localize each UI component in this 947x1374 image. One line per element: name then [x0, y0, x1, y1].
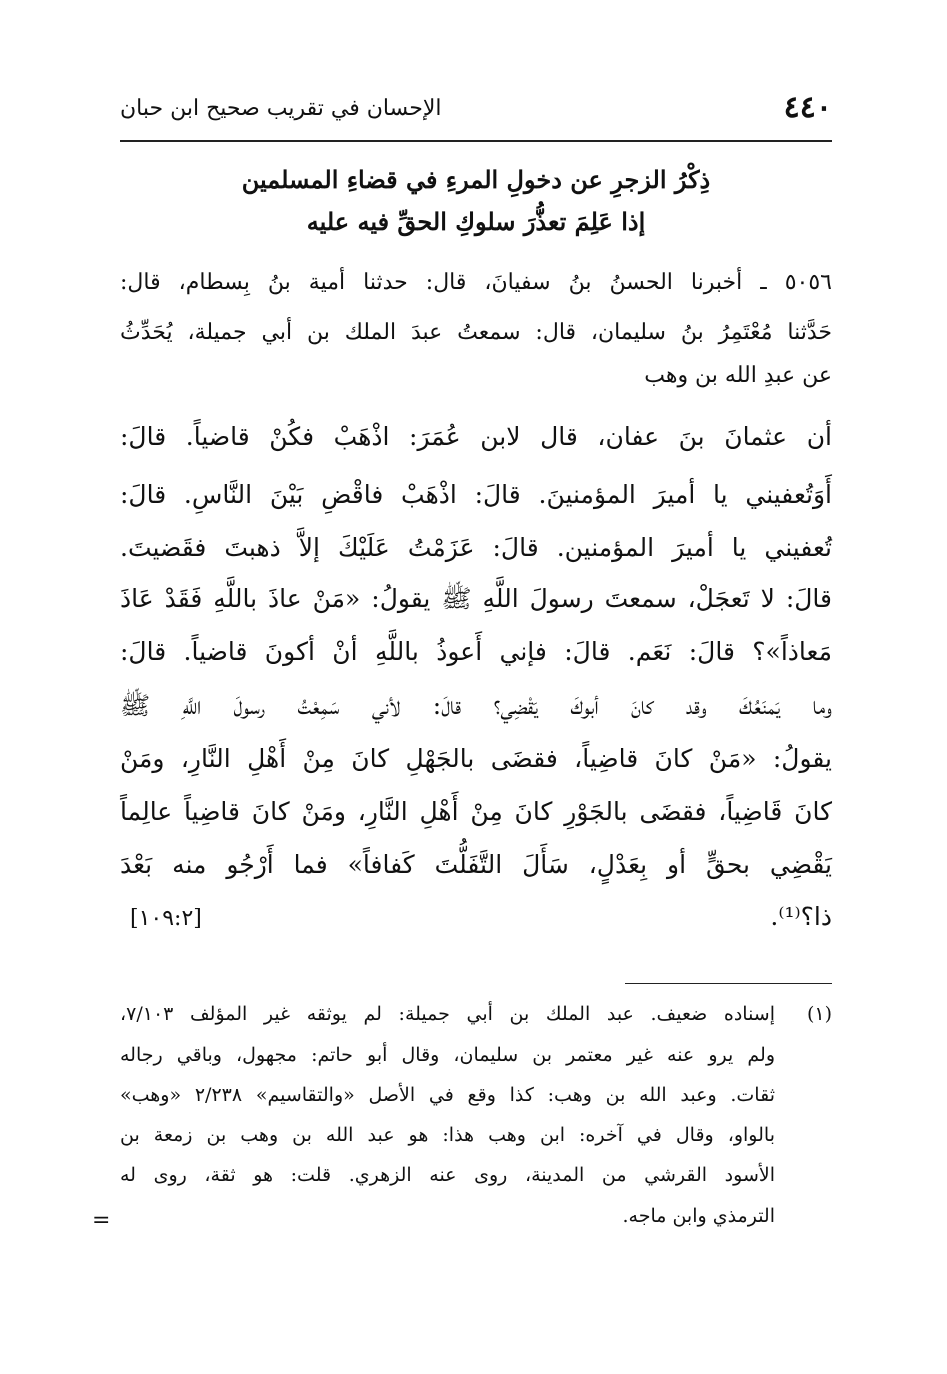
chapter-title-line-1: ذِكْرُ الزجرِ عن دخولِ المرءِ في قضاءِ المسلمين — [241, 165, 711, 194]
matn-line: تُعفيني يا أميرَ المؤمنين. قالَ: عَزَمْتُ عَلَيْكَ إلاَّ ذهبتَ فقَضيتَ. — [120, 533, 832, 562]
footnote-line: ولم يرو عنه غير معتمر بن سليمان، وقال أبو حاتم: مجهول، وباقي رجاله — [120, 1044, 775, 1066]
matn-line: يقولُ: «مَنْ كانَ قاضِياً، فقضَى بالجَهْلِ كانَ مِنْ أَهْلِ النَّارِ، ومَنْ — [120, 744, 832, 773]
continuation-mark: = — [92, 1208, 111, 1233]
matn-line: أَوَتُعفيني يا أميرَ المؤمنينَ. قالَ: اذْهَبْ فاقْضِ بَيْنَ النَّاسِ. قالَ: — [120, 480, 832, 509]
running-title: الإحسان في تقريب صحيح ابن حبان — [120, 96, 442, 121]
footnote-line: ثقات. وعبد الله بن وهب: كذا وقع في الأصل «والتقاسيم» ٢/٢٣٨ «وهب» — [120, 1084, 775, 1106]
matn-line: مَعاذاً»؟ قالَ: نَعَم. قالَ: فإني أَعوذُ باللَّهِ أنْ أكونَ قاضياً. قالَ: — [120, 637, 832, 666]
header-divider — [120, 140, 832, 142]
footnote-line: بالواو، وقال في آخره: ابن وهب هذا: هو عبد الله بن وهب بن زمعة بن — [120, 1124, 775, 1146]
matn-line: وما يَمنَعُكَ وقد كانَ أبوكَ يَقْضِي؟ قالَ: لأني سَمِعْتُ رسولَ اللَّهِ ﷺ — [120, 691, 832, 720]
isnad-line: ٥٠٥٦ ـ أخبرنا الحسنُ بنُ سفيانَ، قال: حدثنا أمية بنُ بِسطام، قال: — [120, 270, 832, 295]
page-header — [120, 90, 832, 136]
source-reference: [١٠٩:٢] — [130, 906, 202, 931]
footnote-divider — [625, 983, 832, 984]
isnad-line: عن عبدِ الله بن وهب — [644, 363, 832, 388]
matn-line: قالَ: لا تَعجَلْ، سمعتَ رسولَ اللَّهِ ﷺ يقولُ: «مَنْ عاذَ باللَّهِ فَقَدْ عَاذَ — [120, 584, 832, 613]
matn-line: كانَ قَاضِياً، فقضَى بالجَوْرِ كانَ مِنْ أَهْلِ النَّارِ، ومَنْ كانَ قاضِياً عالِماً — [120, 797, 832, 826]
isnad-line: حَدَّثنا مُعْتَمِرُ بنُ سليمان، قال: سمعتُ عبدَ الملك بن أبي جميلة، يُحَدِّثُ — [120, 320, 832, 345]
matn-line: أن عثمانَ بنَ عفان، قال لابن عُمَرَ: اذْهَبْ فكُنْ قاضياً. قالَ: — [120, 422, 832, 451]
footnote-line: الأسود القرشي من المدينة، روى عنه الزهري. قلت: هو ثقة، روى له — [120, 1164, 775, 1186]
page-number: ٤٤٠ — [783, 90, 832, 125]
chapter-title-line-2: إذا عَلِمَ تعذُّرَ سلوكِ الحقِّ فيه عليه — [306, 207, 646, 236]
matn-line: ذا؟⁽¹⁾. — [770, 902, 832, 931]
footnote-marker: (١) — [806, 1003, 832, 1025]
matn-line: يَقْضِي بحقٍّ أو بِعَدْلٍ، سَأَلَ التَّفَلُّتَ كَفافاً» فما أَرْجُو منه بَعْدَ — [120, 850, 832, 879]
footnote-line: إسناده ضعيف. عبد الملك بن أبي جميلة: لم يوثقه غير المؤلف ٧/١٠٣، — [120, 1003, 775, 1025]
footnote-line: الترمذي وابن ماجه. — [622, 1205, 775, 1227]
